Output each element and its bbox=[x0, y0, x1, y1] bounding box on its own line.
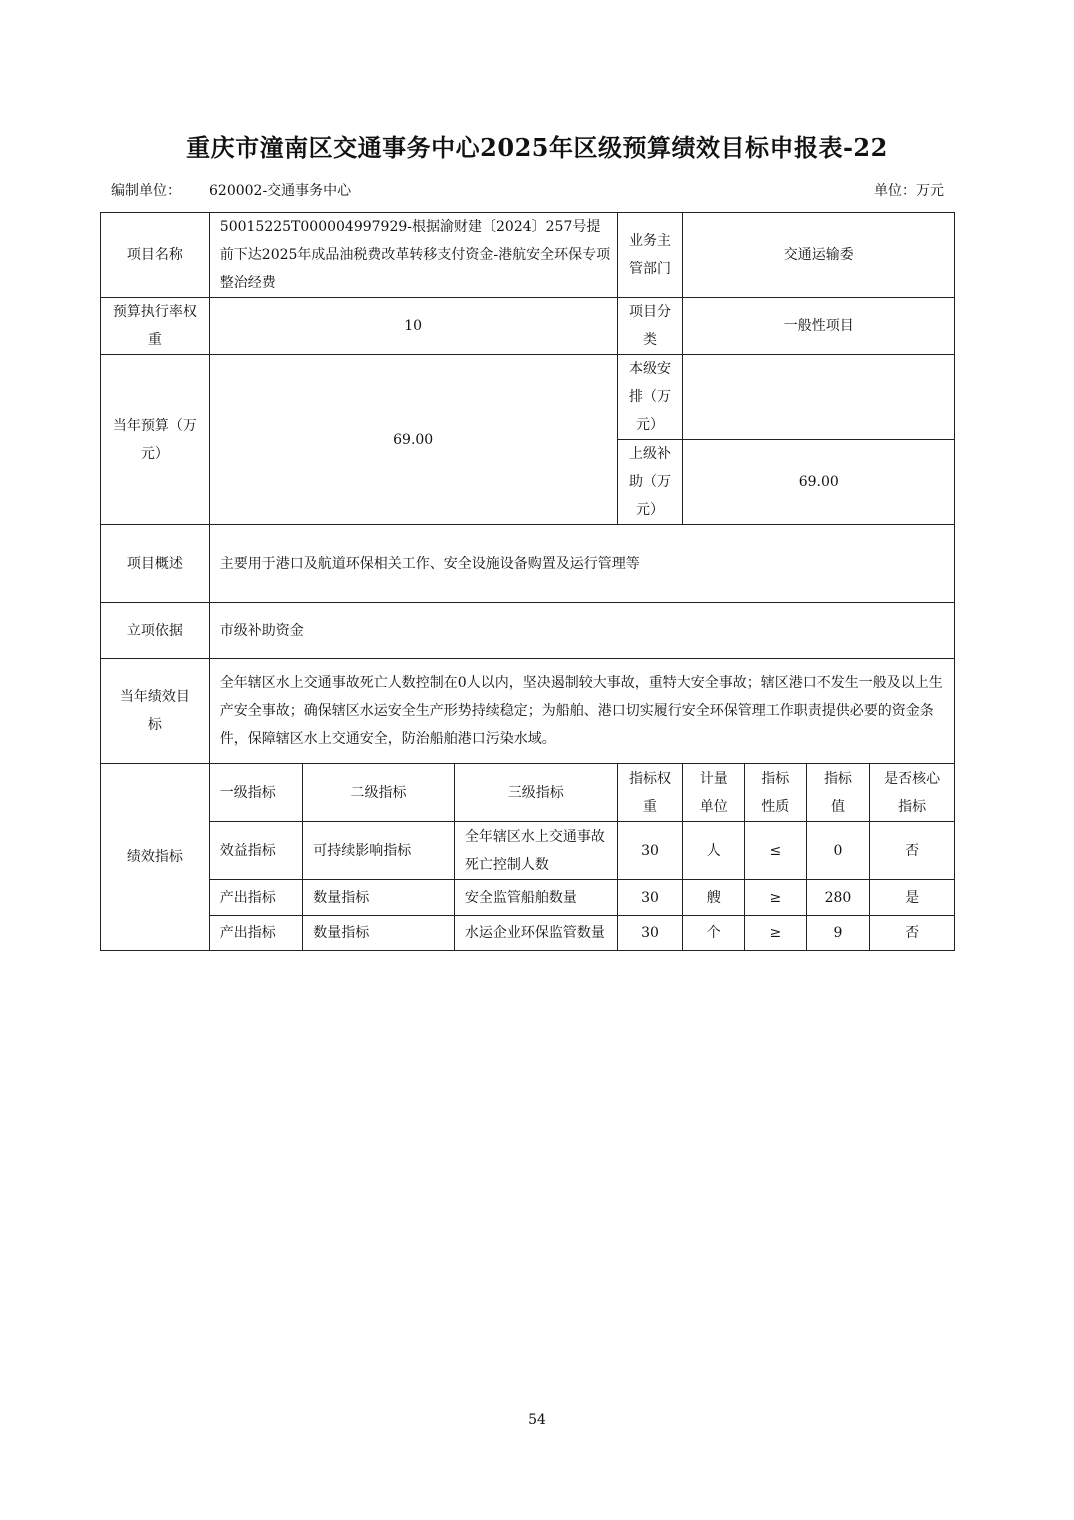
budget-table bbox=[100, 212, 955, 951]
weight-label: 预算执行率权重 bbox=[101, 298, 210, 355]
preparing-unit-label: 编制单位： bbox=[111, 183, 181, 199]
indicator-weight: 30 bbox=[617, 822, 683, 880]
indicator-header: 三级指标 bbox=[454, 764, 617, 822]
budget-label: 当年预算（万元） bbox=[101, 355, 210, 525]
indicator-unit: 人 bbox=[683, 822, 745, 880]
table-row bbox=[101, 916, 955, 951]
indicator-header: 指标值 bbox=[806, 764, 870, 822]
indicator-header: 一级指标 bbox=[209, 764, 302, 822]
upper-value: 69.00 bbox=[683, 440, 955, 525]
indicator-core: 否 bbox=[870, 822, 955, 880]
indicator-header: 指标权重 bbox=[617, 764, 683, 822]
indicator-value: 0 bbox=[806, 822, 870, 880]
indicator-core: 否 bbox=[870, 916, 955, 951]
indicator-value: 9 bbox=[806, 916, 870, 951]
indicator-value: 280 bbox=[806, 880, 870, 916]
budget-value: 69.00 bbox=[209, 355, 617, 525]
indicator-level1: 效益指标 bbox=[209, 822, 302, 880]
indicator-level2: 数量指标 bbox=[303, 880, 455, 916]
preparing-unit bbox=[111, 180, 351, 200]
indicator-unit: 艘 bbox=[683, 880, 745, 916]
indicator-nature: ≥ bbox=[745, 880, 807, 916]
goal-label: 当年绩效目标 bbox=[101, 659, 210, 764]
indicator-level3: 安全监管船舶数量 bbox=[454, 880, 617, 916]
indicator-header: 是否核心指标 bbox=[870, 764, 955, 822]
indicator-nature: ≥ bbox=[745, 916, 807, 951]
indicator-header: 计量单位 bbox=[683, 764, 745, 822]
basis-value: 市级补助资金 bbox=[209, 603, 954, 659]
indicator-level2: 可持续影响指标 bbox=[303, 822, 455, 880]
table-row bbox=[101, 822, 955, 880]
project-name-label: 项目名称 bbox=[101, 213, 210, 298]
indicator-weight: 30 bbox=[617, 880, 683, 916]
indicator-level3: 水运企业环保监管数量 bbox=[454, 916, 617, 951]
dept-label: 业务主管部门 bbox=[617, 213, 683, 298]
indicator-header: 二级指标 bbox=[303, 764, 455, 822]
indicator-weight: 30 bbox=[617, 916, 683, 951]
overview-value: 主要用于港口及航道环保相关工作、安全设施设备购置及运行管理等 bbox=[209, 525, 954, 603]
page-number: 54 bbox=[528, 1412, 546, 1428]
indicator-unit: 个 bbox=[683, 916, 745, 951]
indicators-label: 绩效指标 bbox=[101, 764, 210, 951]
currency-unit: 单位：万元 bbox=[874, 183, 944, 199]
category-value: 一般性项目 bbox=[683, 298, 955, 355]
table-row bbox=[101, 880, 955, 916]
local-value bbox=[683, 355, 955, 440]
goal-value: 全年辖区水上交通事故死亡人数控制在0人以内，坚决遏制较大事故，重特大安全事故；辖区港口不发生一般及以上生产安全事故；确保辖区水运安全生产形势持续稳定；为船舶、港口切实履行安全环保管理工作职责提供必要的资金条件，保障辖区水上交通安全，防治船舶港口污染水域。 bbox=[209, 659, 954, 764]
indicator-nature: ≤ bbox=[745, 822, 807, 880]
indicator-level2: 数量指标 bbox=[303, 916, 455, 951]
local-label: 本级安排（万元） bbox=[617, 355, 683, 440]
indicator-level1: 产出指标 bbox=[209, 916, 302, 951]
document-title: 重庆市潼南区交通事务中心2025年区级预算绩效目标申报表-22 bbox=[186, 133, 888, 162]
indicator-level1: 产出指标 bbox=[209, 880, 302, 916]
upper-label: 上级补助（万元） bbox=[617, 440, 683, 525]
indicator-level3: 全年辖区水上交通事故死亡控制人数 bbox=[454, 822, 617, 880]
preparing-unit-value: 620002-交通事务中心 bbox=[209, 183, 352, 199]
project-name-value: 50015225T000004997929-根据渝财建〔2024〕257号提前下达2025年成品油税费改革转移支付资金-港航安全环保专项整治经费 bbox=[209, 213, 617, 298]
basis-label: 立项依据 bbox=[101, 603, 210, 659]
dept-value: 交通运输委 bbox=[683, 213, 955, 298]
weight-value: 10 bbox=[209, 298, 617, 355]
overview-label: 项目概述 bbox=[101, 525, 210, 603]
indicator-core: 是 bbox=[870, 880, 955, 916]
indicator-header: 指标性质 bbox=[745, 764, 807, 822]
category-label: 项目分类 bbox=[617, 298, 683, 355]
